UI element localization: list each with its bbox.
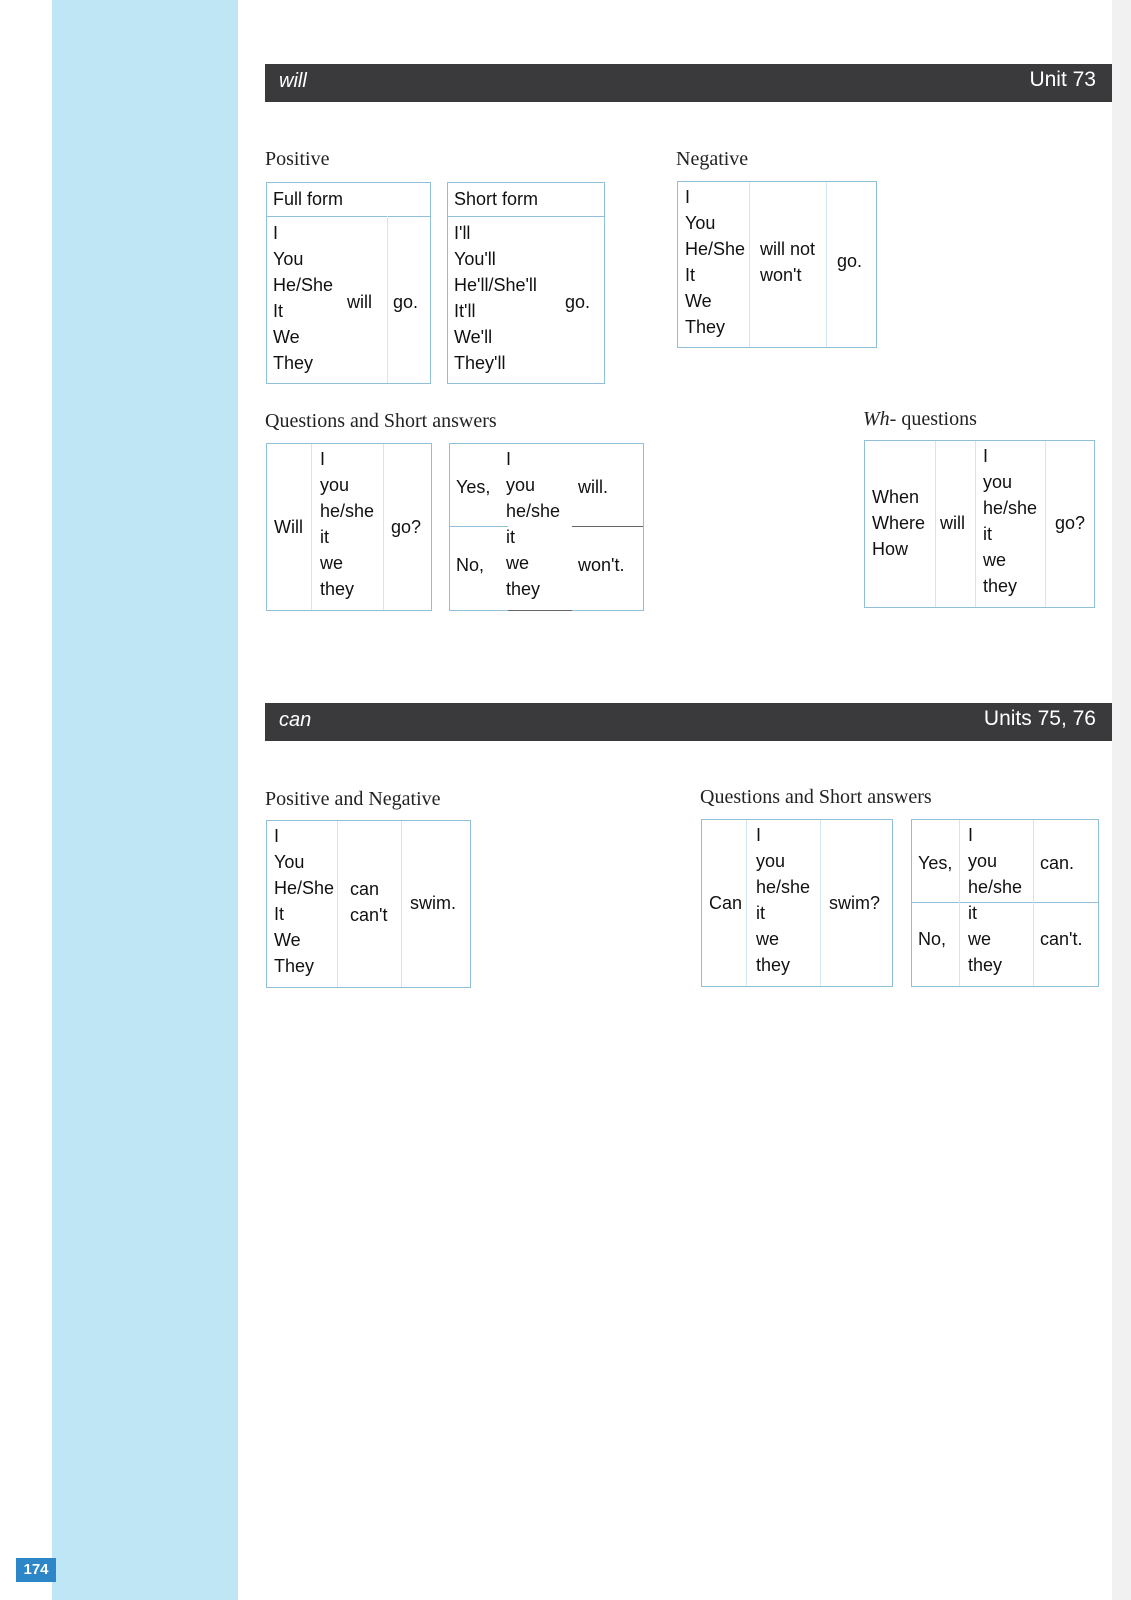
full-form-end: go. xyxy=(393,292,419,312)
column-divider xyxy=(749,182,750,347)
pronoun: we xyxy=(756,929,780,949)
pronoun: we xyxy=(506,553,530,573)
wh-questions-heading xyxy=(863,408,977,431)
subject: He/She xyxy=(274,878,335,898)
can-bar-unit: Units 75, 76 xyxy=(983,707,1096,730)
wh-italic: Wh- xyxy=(863,408,897,430)
column-divider xyxy=(959,820,960,986)
full-form-verb: will xyxy=(347,292,372,312)
answer-divider xyxy=(450,526,508,527)
pronoun: you xyxy=(968,851,998,871)
subject: It'll xyxy=(454,301,476,321)
answer-positive: will. xyxy=(578,477,608,497)
pronoun: I xyxy=(968,825,974,845)
will-question-table xyxy=(266,443,432,611)
answer-negative: won't. xyxy=(578,555,625,575)
pronoun: it xyxy=(506,527,515,547)
subject: You xyxy=(273,249,304,269)
pronoun: it xyxy=(320,527,329,547)
column-divider xyxy=(746,820,747,986)
column-divider xyxy=(1033,820,1034,986)
verb-negative: can't xyxy=(350,905,388,925)
wh-pronouns xyxy=(983,443,1037,599)
negative-end: go. xyxy=(837,251,863,271)
can-answer-table xyxy=(911,819,1099,987)
short-form-header: Short form xyxy=(454,189,539,209)
negative-table xyxy=(677,181,877,348)
pronoun: he/she xyxy=(983,498,1038,518)
pronoun: he/she xyxy=(756,877,811,897)
pronoun: he/she xyxy=(506,501,561,521)
answer-pronouns xyxy=(506,446,560,602)
pronoun: I xyxy=(983,446,989,466)
subject: I xyxy=(274,826,280,846)
answer-underline xyxy=(508,610,572,611)
subject: We xyxy=(685,291,712,311)
subject: He/She xyxy=(273,275,334,295)
answer-no: No, xyxy=(456,555,485,575)
pronoun: you xyxy=(756,851,786,871)
wh-question-table xyxy=(864,440,1095,608)
will-answer-table xyxy=(449,443,644,611)
subject: They'll xyxy=(454,353,506,373)
question-pronouns xyxy=(320,446,374,602)
pronoun: they xyxy=(506,579,541,599)
subject: They xyxy=(685,317,726,337)
full-form-subjects xyxy=(273,220,333,376)
short-form-table xyxy=(447,182,605,384)
can-question-pronouns xyxy=(756,822,810,978)
column-divider xyxy=(820,820,821,986)
pronoun: we xyxy=(320,553,344,573)
column-divider xyxy=(975,441,976,607)
pronoun: you xyxy=(983,472,1013,492)
can-answer-positive: can. xyxy=(1040,853,1075,873)
pronoun: we xyxy=(983,550,1007,570)
short-form-subjects xyxy=(454,220,537,376)
full-form-table xyxy=(266,182,431,384)
pronoun: it xyxy=(756,903,765,923)
column-divider xyxy=(826,182,827,347)
subject: They xyxy=(274,956,315,976)
page-edge xyxy=(1112,0,1131,1600)
subject: We xyxy=(274,930,301,950)
pronoun: I xyxy=(506,449,512,469)
will-section-bar xyxy=(265,64,1112,102)
will-bar-unit: Unit 73 xyxy=(1029,68,1096,91)
wh-word: Where xyxy=(872,513,926,533)
can-section-bar xyxy=(265,703,1112,741)
subject: I xyxy=(273,223,279,243)
subject: They xyxy=(273,353,314,373)
question-end: go? xyxy=(391,517,422,537)
question-aux: Will xyxy=(274,517,303,537)
pronoun: he/she xyxy=(968,877,1023,897)
pronoun: I xyxy=(320,449,326,469)
pronoun: they xyxy=(968,955,1003,975)
subject: It xyxy=(273,301,284,321)
pronoun: it xyxy=(968,903,977,923)
can-end: swim. xyxy=(410,893,456,913)
pronoun: you xyxy=(320,475,350,495)
wh-rest: questions xyxy=(896,408,977,430)
subject: He/She xyxy=(685,239,746,259)
side-color-stripe xyxy=(52,0,238,1600)
can-answer-no: No, xyxy=(918,929,947,949)
subject: I'll xyxy=(454,223,471,243)
can-pos-neg-heading: Positive and Negative xyxy=(265,788,441,810)
can-answer-pronouns xyxy=(968,822,1022,978)
column-divider xyxy=(401,821,402,987)
pronoun: he/she xyxy=(320,501,375,521)
will-bar-title: will xyxy=(279,70,307,92)
can-question-table xyxy=(701,819,893,987)
table-divider xyxy=(448,216,604,217)
short-form-end: go. xyxy=(565,292,591,312)
can-verbs xyxy=(350,876,387,928)
will-questions-heading: Questions and Short answers xyxy=(265,410,497,432)
column-divider xyxy=(311,444,312,610)
can-question-end: swim? xyxy=(829,893,881,913)
column-divider xyxy=(337,821,338,987)
can-bar-title: can xyxy=(279,709,312,731)
subject: It xyxy=(274,904,285,924)
verb-short: won't xyxy=(760,265,802,285)
column-divider xyxy=(1045,441,1046,607)
wh-word: How xyxy=(872,539,909,559)
pronoun: they xyxy=(756,955,791,975)
can-pos-neg-table xyxy=(266,820,471,988)
column-divider xyxy=(387,216,388,383)
can-subjects xyxy=(274,823,334,979)
subject: We'll xyxy=(454,327,493,347)
pronoun: it xyxy=(983,524,992,544)
pronoun: you xyxy=(506,475,536,495)
full-form-header: Full form xyxy=(273,189,344,209)
table-divider xyxy=(267,216,430,217)
verb-full: will not xyxy=(760,239,816,259)
wh-aux: will xyxy=(940,513,965,533)
subject: You xyxy=(274,852,305,872)
negative-heading: Negative xyxy=(676,148,749,170)
column-divider xyxy=(935,441,936,607)
page-number: 174 xyxy=(16,1558,56,1582)
can-questions-heading: Questions and Short answers xyxy=(700,786,932,808)
negative-subjects xyxy=(685,184,745,340)
pronoun: I xyxy=(756,825,762,845)
subject: He'll/She'll xyxy=(454,275,537,295)
pronoun: we xyxy=(968,929,992,949)
wh-word: When xyxy=(872,487,920,507)
can-question-aux: Can xyxy=(709,893,743,913)
subject: We xyxy=(273,327,300,347)
positive-heading: Positive xyxy=(265,148,330,170)
answer-divider xyxy=(572,526,643,527)
subject: You'll xyxy=(454,249,496,269)
wh-end: go? xyxy=(1055,513,1086,533)
can-answer-negative: can't. xyxy=(1040,929,1083,949)
subject: I xyxy=(685,187,691,207)
answer-yes: Yes, xyxy=(456,477,491,497)
column-divider xyxy=(383,444,384,610)
can-answer-yes: Yes, xyxy=(918,853,953,873)
subject: It xyxy=(685,265,696,285)
negative-verbs xyxy=(760,236,815,288)
pronoun: they xyxy=(320,579,355,599)
wh-words xyxy=(872,484,925,562)
verb-positive: can xyxy=(350,879,380,899)
subject: You xyxy=(685,213,716,233)
pronoun: they xyxy=(983,576,1018,596)
